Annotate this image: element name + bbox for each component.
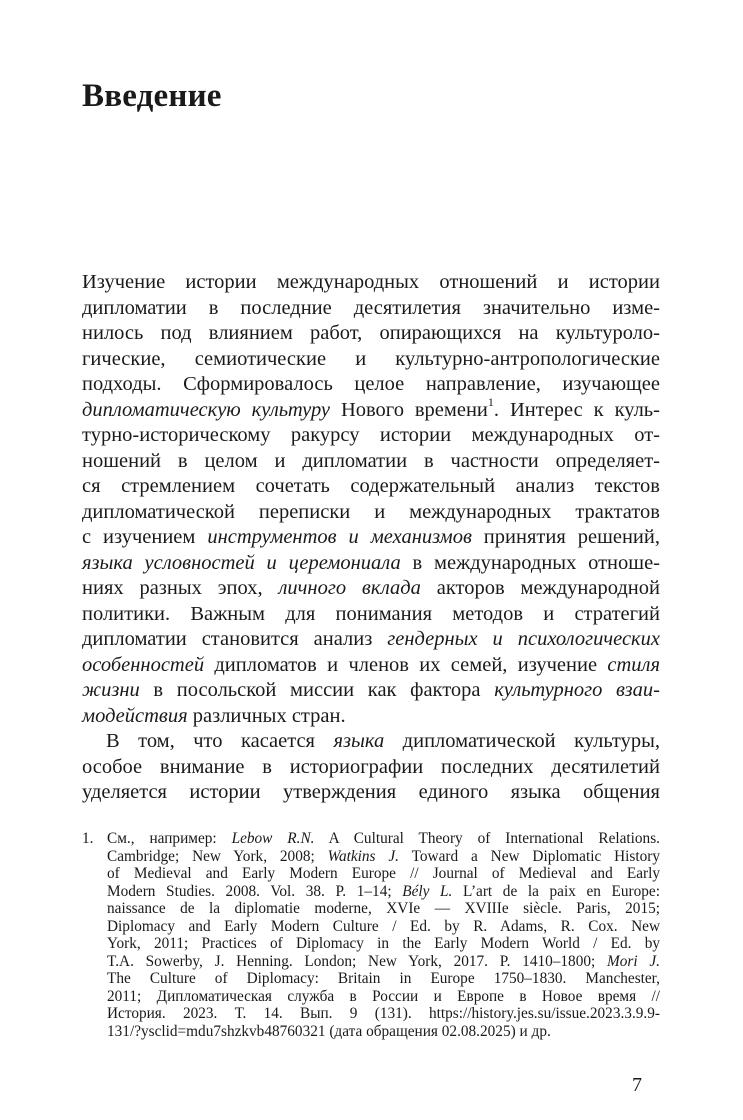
footnote-line: of Medieval and Early Modern Europe // Journal of Medieval and Early [107, 865, 660, 882]
text-line: Изучение истории международных отношений и истории [82, 271, 660, 293]
footnote-line: York, 2011; Practices of Diplomacy in the Early Modern World / Ed. by [107, 935, 660, 952]
text-line: жизни в посольской миссии как фактора культурного взаи- [82, 679, 660, 701]
footnote-line: naissance de la diplomatie moderne, XVIe — XVIIIe siècle. Paris, 2015; [107, 900, 660, 917]
text-line: нилось под влиянием работ, опирающихся на культуроло- [82, 322, 660, 344]
page-number: 7 [632, 1074, 642, 1096]
footnote-number: 1. [82, 830, 94, 847]
footnote [82, 830, 660, 1040]
footnote-line: Cambridge; New York, 2008; Watkins J. Toward a New Diplomatic History [107, 847, 660, 865]
footnote-line: История. 2023. Т. 14. Вып. 9 (131). https://history.jes.su/issue.2023.3.9.9- [107, 1005, 660, 1022]
text-line: гические, семиотические и культурно-антропологические [82, 347, 660, 370]
paragraph-1 [82, 270, 660, 729]
text-line: подходы. Сформировалось целое направление, изучающее [82, 373, 660, 395]
text-line: политики. Важным для понимания методов и стратегий [82, 602, 660, 625]
text-line: дипломатии становится анализ гендерных и психологических [82, 628, 660, 650]
text-line: языка условностей и церемониала в международных отноше- [82, 551, 660, 574]
text-line: особенностей дипломатов и членов их семей, изучение стиля [82, 653, 660, 676]
footnote-line: 131/?ysclid=mdu7shzkvb48760321 (дата обращения 02.08.2025) и др. [107, 1022, 551, 1040]
text-line: дипломатии в последние десятилетия значительно изме- [82, 296, 660, 319]
text-line: с изучением инструментов и механизмов принятия решений, [82, 526, 660, 548]
chapter-title: Введение [82, 78, 222, 114]
text-line: ношений в целом и дипломатии в частности определяет- [82, 449, 660, 472]
footnote-text [107, 830, 660, 1040]
text-line: дипломатическую культуру Нового времени$^1$. Интерес к куль- [82, 394, 660, 421]
text-line: особое внимание в историографии последних десятилетий [82, 755, 660, 778]
text-line: В том, что касается языка дипломатической культуры, [106, 730, 660, 752]
footnote-line: The Culture of Diplomacy: Britain in Europe 1750–1830. Manchester, [107, 970, 660, 987]
footnote-line: Diplomacy and Early Modern Culture / Ed. by R. Adams, R. Cox. New [107, 917, 660, 935]
footnote-line: Modern Studies. 2008. Vol. 38. P. 1–14; Bély L. L’art de la paix en Europe: [107, 882, 660, 900]
paragraph-2 [82, 729, 660, 806]
text-line: дипломатической переписки и международных трактатов [82, 500, 660, 523]
footnote-line: T.A. Sowerby, J. Henning. London; New York, 2017. P. 1410–1800; Mori J. [107, 952, 660, 970]
footnote-ref: 1 [487, 394, 494, 409]
text-line: турно-историческому ракурсу истории международных от- [82, 424, 660, 446]
text-line: модействия различных стран. [82, 704, 346, 727]
footnote-line: См., например: Lebow R.N. A Cultural Theory of International Relations. [107, 830, 660, 847]
main-text [82, 270, 660, 806]
text-line: ся стремлением сочетать содержательный анализ текстов [82, 475, 660, 497]
text-line: ниях разных эпох, личного вклада акторов международной [82, 577, 660, 599]
footnote-line: 2011; Дипломатическая служба в России и Европе в Новое время // [107, 987, 660, 1005]
text-line: уделяется истории утверждения единого языка общения [82, 781, 660, 803]
